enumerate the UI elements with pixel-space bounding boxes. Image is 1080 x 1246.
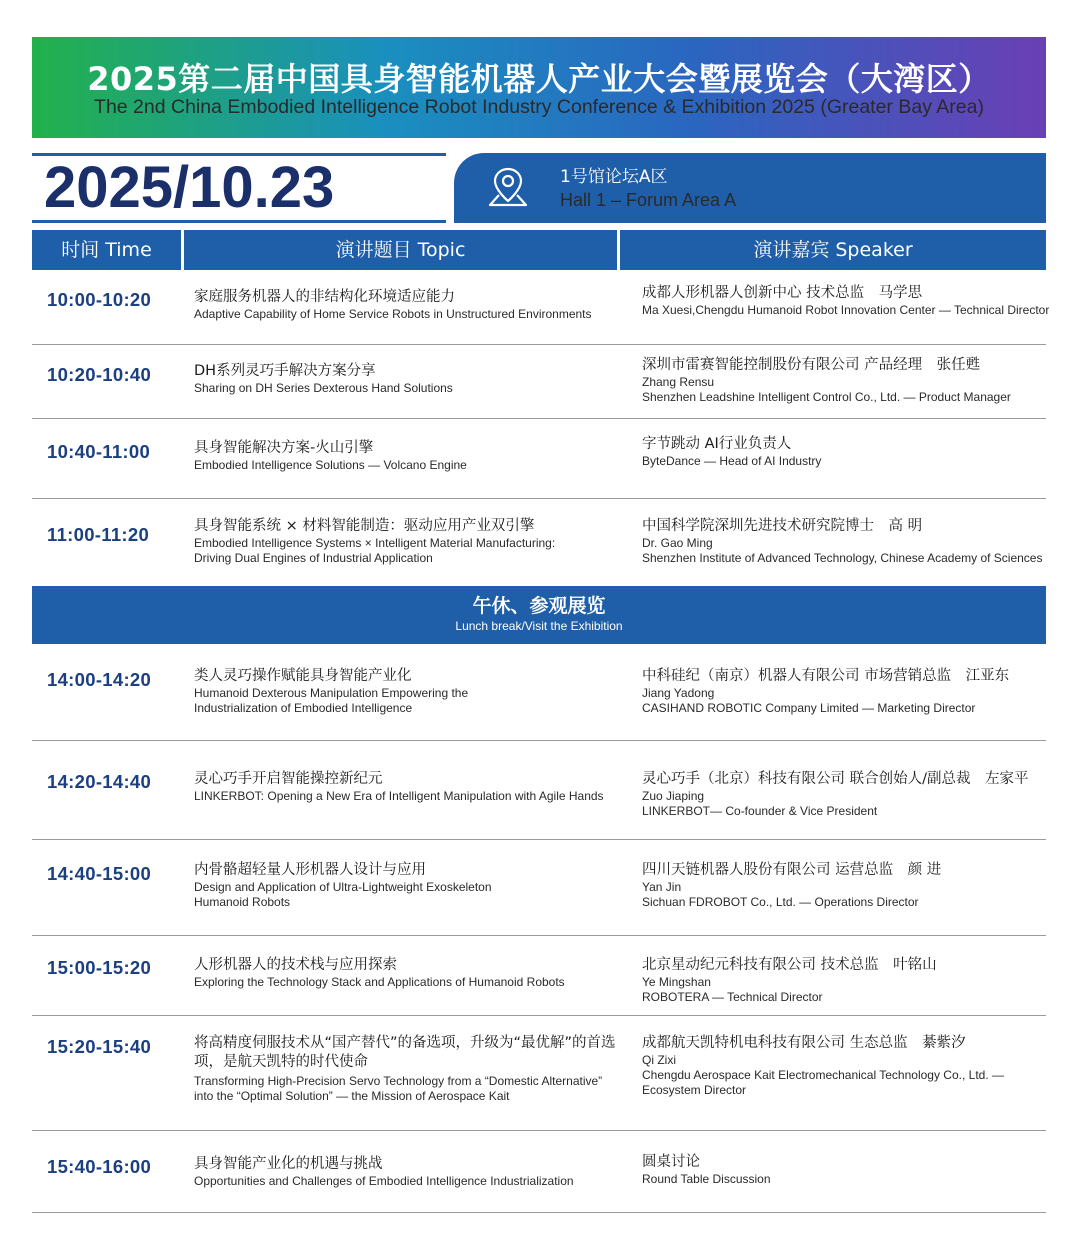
speaker-zh: 灵心巧手（北京）科技有限公司 联合创始人/副总裁 左家平 (642, 771, 1029, 787)
speaker-en: Zuo Jiaping (642, 789, 705, 803)
speaker-zh: 字节跳动 AI行业负责人 (642, 436, 792, 452)
session-row (32, 644, 1046, 741)
speaker-en: Sichuan FDROBOT Co., Ltd. — Operations Director (642, 895, 919, 909)
topic-en: Transforming High-Precision Servo Technology from a “Domestic Alternative” (194, 1074, 603, 1088)
lunch-cn: 午休、参观展览 (472, 595, 606, 617)
topic-zh: 人形机器人的技术栈与应用探索 (194, 957, 397, 973)
session-topic (194, 770, 624, 804)
topic-en: Industrialization of Embodied Intelligence (194, 701, 413, 715)
session-row (32, 499, 1046, 579)
topic-zh: 具身智能系统 × 材料智能制造：驱动应用产业双引擎 (194, 518, 535, 534)
speaker-en: Dr. Gao Ming (642, 536, 713, 550)
venue-cn: 1号馆论坛A区 (560, 167, 668, 187)
session-speaker (642, 517, 1052, 566)
topic-en: LINKERBOT: Opening a New Era of Intelligent Manipulation with Agile Hands (194, 789, 604, 803)
venue-box (454, 153, 1046, 223)
topic-zh: 具身智能解决方案-火山引擎 (194, 440, 374, 456)
speaker-en: Shenzhen Leadshine Intelligent Control Co., Ltd. — Product Manager (642, 390, 1011, 404)
session-time: 14:00-14:20 (47, 669, 152, 690)
topic-en: Adaptive Capability of Home Service Robots in Unstructured Environments (194, 307, 592, 321)
session-speaker (642, 861, 1052, 910)
speaker-en: Ecosystem Director (642, 1083, 747, 1097)
speaker-en: ByteDance — Head of AI Industry (642, 454, 822, 468)
speaker-en: LINKERBOT— Co-founder & Vice President (642, 804, 878, 818)
session-speaker (642, 956, 1052, 1005)
header-speaker: 演讲嘉宾 Speaker (620, 230, 1046, 270)
session-time: 10:20-10:40 (47, 364, 152, 385)
topic-en: Humanoid Robots (194, 895, 291, 909)
topic-zh: DH系列灵巧手解决方案分享 (194, 363, 376, 379)
session-time: 10:40-11:00 (47, 441, 151, 462)
speaker-zh: 中国科学院深圳先进技术研究院博士 高 明 (642, 518, 923, 534)
speaker-en: Ma Xuesi,Chengdu Humanoid Robot Innovation Center — Technical Director (642, 303, 1050, 317)
session-speaker (642, 1153, 1052, 1187)
session-row (32, 345, 1046, 419)
speaker-zh: 成都航天凯特机电科技有限公司 生态总监 綦紫汐 (642, 1035, 966, 1051)
speaker-en: Ye Mingshan (642, 975, 711, 989)
speaker-zh: 中科硅纪（南京）机器人有限公司 市场营销总监 江亚东 (642, 668, 1010, 684)
session-row (32, 270, 1050, 345)
speaker-en: Qi Zixi (642, 1053, 676, 1067)
map-pin-icon (484, 163, 532, 211)
speaker-zh: 圆桌讨论 (642, 1154, 700, 1170)
session-row (32, 419, 1046, 499)
session-time: 11:00-11:20 (47, 524, 150, 545)
topic-en: Exploring the Technology Stack and Applications of Humanoid Robots (194, 975, 565, 989)
date-box (32, 153, 446, 223)
topic-en: into the “Optimal Solution” — the Mission of Aerospace Kait (194, 1089, 510, 1103)
session-speaker (642, 1034, 1052, 1098)
session-time: 15:00-15:20 (47, 957, 152, 978)
topic-zh: 内骨骼超轻量人形机器人设计与应用 (194, 862, 426, 878)
session-topic (194, 861, 624, 910)
session-row (32, 1131, 1046, 1213)
session-topic (194, 439, 624, 473)
session-speaker (642, 435, 1052, 469)
session-topic (194, 362, 624, 396)
header-topic: 演讲题目 Topic (184, 230, 617, 270)
session-topic (194, 956, 624, 990)
speaker-zh: 北京星动纪元科技有限公司 技术总监 叶铭山 (642, 957, 937, 973)
session-time: 14:20-14:40 (47, 771, 152, 792)
lunch-en: Lunch break/Visit the Exhibition (455, 619, 623, 633)
banner-title-cn: 2025第二届中国具身智能机器人产业大会暨展览会（大湾区） (87, 60, 991, 98)
banner-title-en: The 2nd China Embodied Intelligence Robot Industry Conference & Exhibition 2025 (Greater Bay Area) (94, 96, 984, 118)
lunch-break-banner (32, 586, 1046, 644)
topic-en: Humanoid Dexterous Manipulation Empowering the (194, 686, 469, 700)
session-speaker (642, 770, 1052, 819)
speaker-en: ROBOTERA — Technical Director (642, 990, 823, 1004)
event-date: 2025/10.23 (44, 155, 335, 220)
venue-en: Hall 1 – Forum Area A (560, 190, 737, 210)
topic-en: Embodied Intelligence Systems × Intelligent Material Manufacturing: (194, 536, 556, 550)
speaker-en: Jiang Yadong (642, 686, 715, 700)
session-row (32, 1016, 1046, 1131)
speaker-en: CASIHAND ROBOTIC Company Limited — Marketing Director (642, 701, 976, 715)
session-topic (194, 517, 624, 566)
header-time: 时间 Time (32, 230, 181, 270)
speaker-en: Chengdu Aerospace Kait Electromechanical Technology Co., Ltd. — (642, 1068, 1004, 1082)
topic-zh: 类人灵巧操作赋能具身智能产业化 (194, 668, 412, 684)
speaker-en: Yan Jin (642, 880, 682, 894)
session-speaker (642, 284, 1052, 318)
topic-zh: 将高精度伺服技术从“国产替代”的备选项，升级为“最优解”的首选项，是航天凯特的时代使命 (194, 1035, 616, 1070)
topic-zh: 家庭服务机器人的非结构化环境适应能力 (194, 289, 455, 305)
topic-en: Embodied Intelligence Solutions — Volcano Engine (194, 458, 467, 472)
session-time: 15:20-15:40 (47, 1036, 152, 1057)
speaker-en: Shenzhen Institute of Advanced Technology, Chinese Academy of Sciences (642, 551, 1043, 565)
session-time: 14:40-15:00 (47, 863, 152, 884)
session-time: 10:00-10:20 (47, 289, 152, 310)
speaker-zh: 四川天链机器人股份有限公司 运营总监 颜 进 (642, 862, 942, 878)
speaker-en: Round Table Discussion (642, 1172, 771, 1186)
topic-en: Opportunities and Challenges of Embodied Intelligence Industrialization (194, 1174, 574, 1188)
table-header (32, 230, 1046, 270)
speaker-en: Zhang Rensu (642, 375, 715, 389)
session-row (32, 741, 1046, 840)
session-speaker (642, 667, 1052, 716)
speaker-zh: 成都人形机器人创新中心 技术总监 马学思 (642, 285, 923, 301)
session-speaker (642, 356, 1052, 405)
topic-en: Sharing on DH Series Dexterous Hand Solutions (194, 381, 453, 395)
session-row (32, 840, 1046, 936)
header-banner (32, 37, 1046, 138)
session-topic (194, 667, 624, 716)
session-row (32, 936, 1046, 1016)
session-topic (194, 1155, 624, 1189)
topic-en: Design and Application of Ultra-Lightweight Exoskeleton (194, 880, 492, 894)
session-topic (194, 288, 624, 322)
topic-zh: 灵心巧手开启智能操控新纪元 (194, 771, 383, 787)
speaker-zh: 深圳市雷赛智能控制股份有限公司 产品经理 张任甦 (642, 357, 981, 373)
session-time: 15:40-16:00 (47, 1156, 152, 1177)
topic-en: Driving Dual Engines of Industrial Application (194, 551, 433, 565)
topic-zh: 具身智能产业化的机遇与挑战 (194, 1156, 383, 1172)
session-topic (194, 1034, 624, 1104)
